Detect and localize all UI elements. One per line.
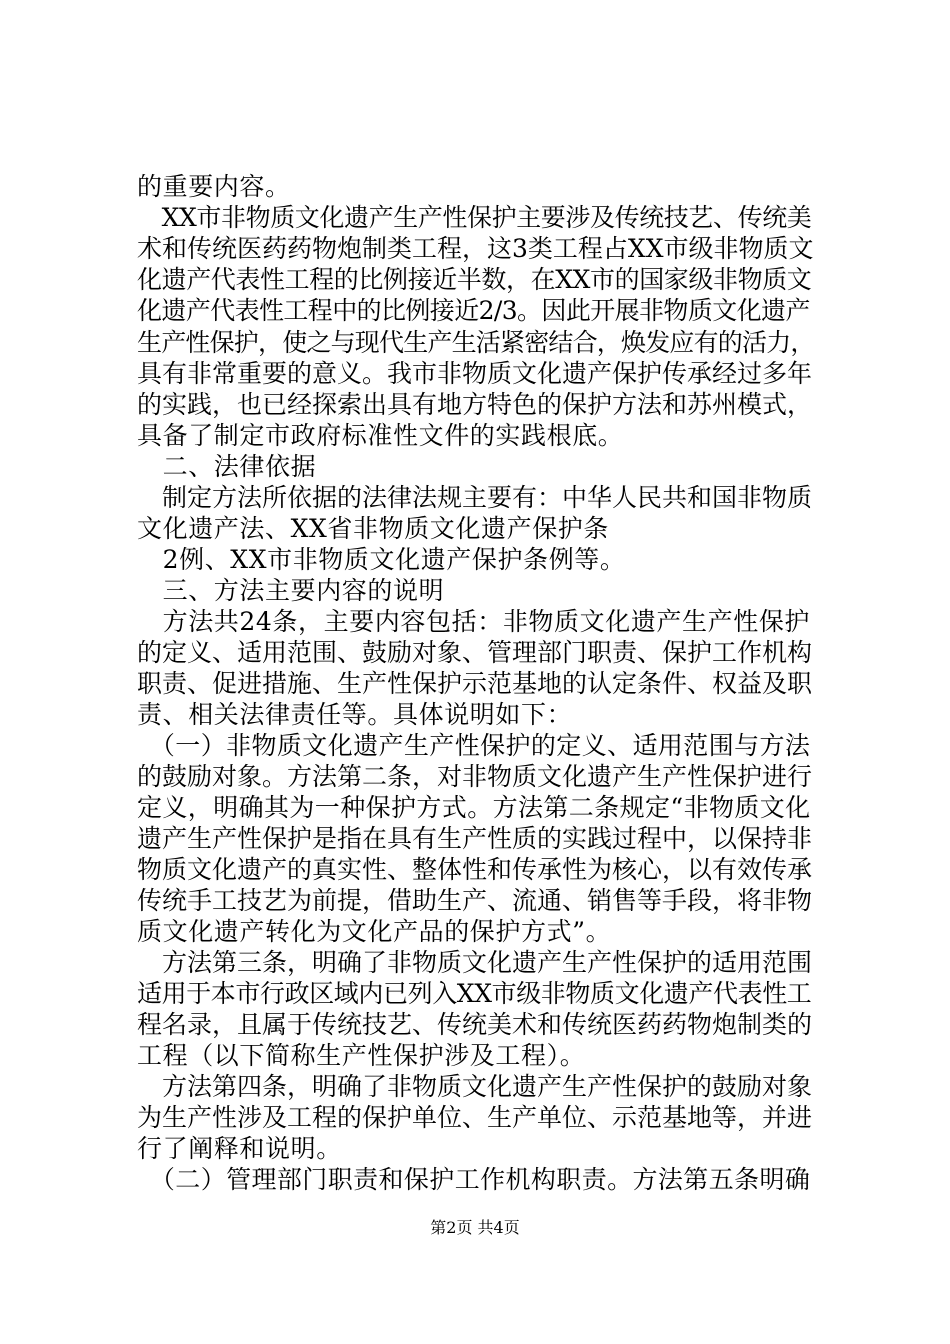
text-line: 定义，明确其为一种保护方式。方法第二条规定“非物质文化 [137, 793, 811, 822]
text-line: 适用于本市行政区域内已列入XX市级非物质文化遗产代表性工 [137, 979, 812, 1008]
text-line: 程名录，且属于传统技艺、传统美术和传统医药药物炮制类的 [137, 1010, 813, 1039]
text-line: 方法第四条，明确了非物质文化遗产生产性保护的鼓励对象 [137, 1072, 813, 1101]
text-line: 2例、XX市非物质文化遗产保护条例等。 [137, 545, 626, 574]
text-line: 的实践，也已经探索出具有地方特色的保护方法和苏州模式， [137, 390, 813, 419]
text-line: 方法共24条，主要内容包括：非物质文化遗产生产性保护 [137, 607, 811, 636]
text-line: 方法第三条，明确了非物质文化遗产生产性保护的适用范围 [137, 948, 813, 977]
text-line: （一）非物质文化遗产生产性保护的定义、适用范围与方法 [137, 731, 811, 760]
text-line: 化遗产代表性工程中的比例接近2/3。因此开展非物质文化遗产 [137, 296, 810, 325]
text-line: XX市非物质文化遗产生产性保护主要涉及传统技艺、传统美 [137, 203, 812, 232]
text-line: （二）管理部门职责和保护工作机构职责。方法第五条明确 [137, 1165, 811, 1194]
section-heading: 三、方法主要内容的说明 [137, 576, 445, 605]
text-line: 的重要内容。 [137, 172, 291, 201]
text-line: 物质文化遗产的真实性、整体性和传承性为核心，以有效传承 [137, 855, 813, 884]
text-line: 生产性保护，使之与现代生产生活紧密结合，焕发应有的活力， [137, 328, 815, 357]
section-heading: 二、法律依据 [137, 452, 317, 481]
text-line: 质文化遗产转化为文化产品的保护方式”。 [137, 917, 612, 946]
text-line: 的定义、适用范围、鼓励对象、管理部门职责、保护工作机构 [137, 638, 813, 667]
text-line: 术和传统医药药物炮制类工程，这3类工程占XX市级非物质文 [137, 234, 814, 263]
text-line: 制定方法所依据的法律法规主要有：中华人民共和国非物质 [137, 483, 813, 512]
text-line: 化遗产代表性工程的比例接近半数，在XX市的国家级非物质文 [137, 265, 812, 294]
page-number-footer: 第2页 共4页 [430, 1218, 520, 1237]
text-line: 传统手工技艺为前提，借助生产、流通、销售等手段，将非物 [137, 886, 813, 915]
text-line: 行了阐释和说明。 [137, 1134, 342, 1163]
text-line: 具备了制定市政府标准性文件的实践根底。 [137, 421, 624, 450]
text-line: 文化遗产法、XX省非物质文化遗产保护条 [137, 514, 609, 543]
text-line: 责、相关法律责任等。具体说明如下： [137, 700, 573, 729]
text-line: 遗产生产性保护是指在具有生产性质的实践过程中，以保持非 [137, 824, 813, 853]
text-line: 为生产性涉及工程的保护单位、生产单位、示范基地等，并进 [137, 1103, 813, 1132]
text-line: 具有非常重要的意义。我市非物质文化遗产保护传承经过多年 [137, 359, 813, 388]
text-line: 工程（以下简称生产性保护涉及工程）。 [137, 1041, 586, 1070]
text-line: 的鼓励对象。方法第二条，对非物质文化遗产生产性保护进行 [137, 762, 813, 791]
text-line: 职责、促进措施、生产性保护示范基地的认定条件、权益及职 [137, 669, 813, 698]
